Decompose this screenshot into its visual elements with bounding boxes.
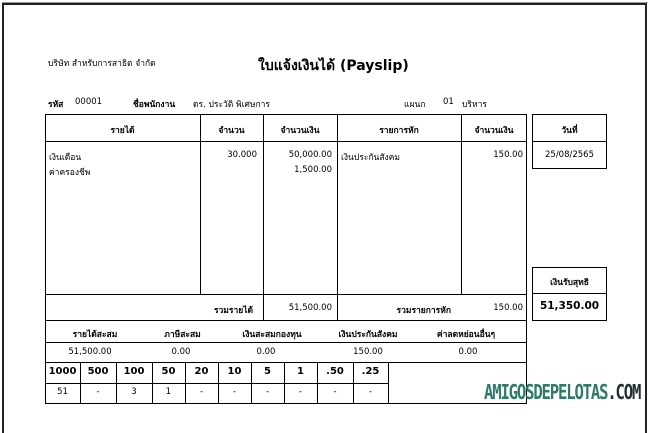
deduction-row-label: เงินประกันสังคม <box>341 153 400 163</box>
summary-value-other-allowances: 0.00 <box>458 347 478 357</box>
denomination-count: - <box>232 387 237 397</box>
summary-value-ytd-income: 51,500.00 <box>68 347 112 357</box>
denomination-label: 100 <box>123 366 145 377</box>
department-code: 01 <box>443 97 454 107</box>
denomination-label: 1 <box>297 366 304 377</box>
denomination-count: - <box>96 387 100 397</box>
denomination-count: - <box>333 387 337 397</box>
denomination-label: .50 <box>326 366 344 377</box>
table-header-divider <box>45 141 527 142</box>
summary-header-ytd-income: รายได้สะสม <box>72 330 118 340</box>
department-label: แผนก <box>404 100 426 110</box>
col-divider-amount <box>263 114 264 321</box>
header-qty: จำนวน <box>218 126 245 136</box>
net-pay-value: 51,350.00 <box>539 300 600 312</box>
summary-value-ytd-tax: 0.00 <box>171 347 191 357</box>
employee-code: 00001 <box>75 97 103 107</box>
denomination-row-divider <box>45 383 389 384</box>
denomination-label: 500 <box>87 366 109 377</box>
income-row-amount: 50,000.00 <box>288 150 332 160</box>
summary-header-ytd-tax: ภาษีสะสม <box>164 330 201 340</box>
col-divider-deduction-amount <box>461 114 462 294</box>
employee-name-label: ชื่อพนักงาน <box>133 100 176 110</box>
net-pay-divider <box>532 293 607 294</box>
denomination-label: 5 <box>264 366 271 377</box>
income-row-label: เงินเดือน <box>49 153 82 163</box>
deduction-row-amount: 150.00 <box>493 150 523 160</box>
date-label: วันที่ <box>561 126 578 136</box>
income-row-qty: 30.000 <box>227 150 257 160</box>
denomination-label: 10 <box>227 366 242 377</box>
department-name: บริหาร <box>462 100 487 110</box>
denomination-label: .25 <box>361 366 380 377</box>
total-income: 51,500.00 <box>288 303 332 313</box>
employee-name: ดร. ประวัติ พิเศษการ <box>193 100 271 110</box>
page-title: ใบแจ้งเงินได้ (Payslip) <box>258 58 409 74</box>
date-box-divider <box>532 141 607 142</box>
denomination-count: 1 <box>165 387 172 397</box>
watermark <box>484 380 640 404</box>
header-income: รายได้ <box>110 126 135 136</box>
denomination-count: - <box>368 387 373 397</box>
col-divider-deduction <box>337 114 338 321</box>
denomination-label: 20 <box>194 366 209 377</box>
denomination-count: - <box>298 387 303 397</box>
denomination-label: 1000 <box>48 366 77 377</box>
date-value: 25/08/2565 <box>545 150 594 160</box>
income-row-amount: 1,500.00 <box>294 165 332 175</box>
denom-col-divider <box>388 362 389 403</box>
income-row-label: ค่าครองชีพ <box>49 168 91 178</box>
employee-code-label: รหัส <box>48 100 64 110</box>
earnings-deductions-table <box>45 114 527 321</box>
denomination-count: 3 <box>131 387 137 397</box>
summary-value-social-security: 150.00 <box>353 347 383 357</box>
summary-header-provident-fund: เงินสะสมกองทุน <box>242 330 302 340</box>
summary-header-other-allowances: ค่าลดหย่อนอื่นๆ <box>436 330 496 340</box>
denomination-count: - <box>265 387 270 397</box>
summary-values-divider <box>45 362 527 363</box>
header-deduction: รายการหัก <box>379 126 419 136</box>
header-amount: จำนวนเงิน <box>280 126 320 136</box>
company-name: บริษัท สำหรับการสาธิต จำกัด <box>48 59 156 69</box>
summary-header-social-security: เงินประกันสังคม <box>338 330 398 340</box>
denomination-count: 51 <box>57 387 68 397</box>
watermark-part2: .COM <box>607 380 641 404</box>
total-deduction: 150.00 <box>493 303 523 313</box>
total-income-label: รวมรายได้ <box>213 306 253 316</box>
summary-value-provident-fund: 0.00 <box>256 347 276 357</box>
total-deduction-label: รวมรายการหัก <box>396 306 451 316</box>
denomination-label: 50 <box>161 366 176 377</box>
summary-header-divider <box>45 342 527 343</box>
net-pay-label: เงินรับสุทธิ <box>550 278 589 288</box>
table-total-divider <box>45 294 527 295</box>
watermark-part1: AMIGOSDEPELOTAS <box>484 380 608 404</box>
header-deduction-amount: จำนวนเงิน <box>474 126 514 136</box>
denomination-bottom-border <box>45 403 527 404</box>
col-divider-qty <box>200 114 201 294</box>
denomination-count: - <box>199 387 204 397</box>
